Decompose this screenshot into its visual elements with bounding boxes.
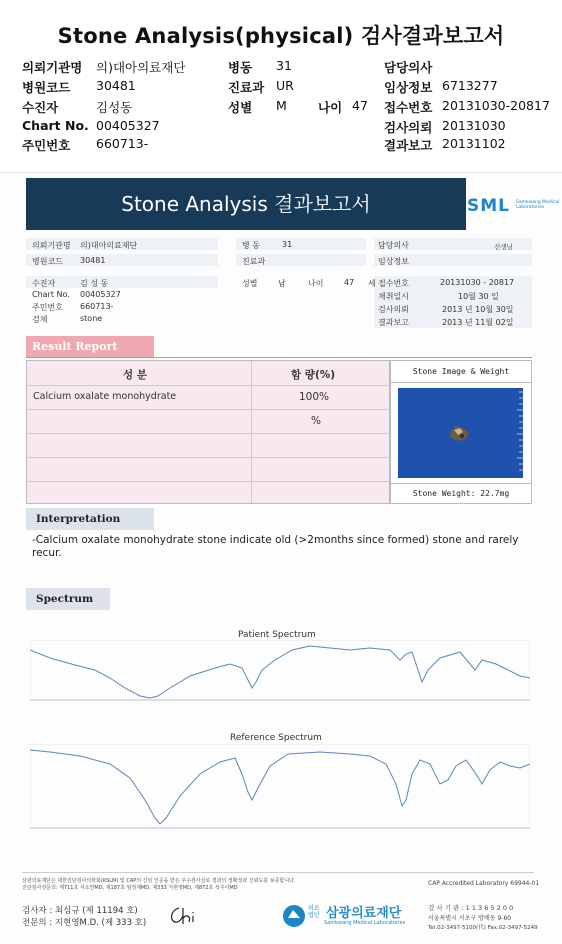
divider — [27, 409, 389, 410]
specimen-label: 검체 — [32, 315, 48, 324]
divider — [27, 385, 389, 386]
page-title: Stone Analysis(physical) 검사결과보고서 — [57, 24, 505, 48]
header-field: 나이 47 — [318, 98, 368, 115]
recv-value: 20131030 - 20817 — [440, 278, 515, 287]
header-field: 병동 31 — [228, 58, 292, 75]
specimen-value: stone — [80, 314, 103, 323]
header-field: 임상정보 6713277 — [384, 78, 498, 95]
examiner: 검사자 : 최심규 (제 11194 호) — [22, 906, 138, 916]
specialist: 전문의 : 지현영M.D. (제 333 호) — [22, 918, 147, 928]
header-field: 결과보고 20131102 — [384, 136, 506, 153]
collect-value: 10월 30 일 — [458, 292, 499, 301]
stone-weight: Stone Weight: 22.7mg — [391, 483, 531, 503]
doctor-value: 선생님 — [494, 243, 513, 251]
table-header-component: 성 분 — [123, 369, 147, 381]
name-label: 수진자 — [32, 279, 56, 288]
divider — [22, 872, 534, 873]
divider — [26, 357, 532, 358]
code-label: 병원코드 — [32, 257, 63, 266]
interpretation-text: -Calcium oxalate monohydrate stone indicate old (>2months since formed) stone and rarely recur. — [32, 534, 519, 559]
header-field: 검사의뢰 20131030 — [384, 118, 506, 135]
chart-label: Chart No. — [32, 290, 70, 299]
header-field: 수진자 김성동 — [22, 100, 133, 115]
lab-code: 검 사 기 관 : 1 1 3 6 5 2 0 0 — [428, 904, 514, 912]
signature-image — [165, 904, 205, 928]
footnote: 삼광의료재단은 대한진단검사의학회(KSLM) 및 CAP의 신임 인증을 받은 우수검사실로 결과의 정확성과 신뢰도를 보증합니다. — [22, 878, 296, 884]
ward-label: 병 동 — [242, 241, 260, 250]
divider — [27, 481, 389, 482]
cap-accreditation: CAP Accredited Laboratory 69944-01 — [428, 880, 540, 887]
dept-label: 진료과 — [242, 257, 266, 266]
report-banner: Stone Analysis 결과보고서 — [26, 178, 466, 230]
ward-value: 31 — [282, 240, 293, 249]
recv-label: 접수번호 — [378, 279, 409, 288]
footnote: 진단검사전문의: 제711호 서소연MD, 제187호 엄정재MD, 제333 지현영MD, 제872호 석주이MD — [22, 885, 238, 891]
doctor-label: 담당의사 — [378, 241, 409, 250]
table-cell-amount: % — [311, 415, 321, 427]
name-value: 김 성 동 — [80, 279, 109, 288]
header-field: 성별 M — [228, 98, 287, 115]
lab-phone: Tel.02-3497-5100(代) Fax.02-3497-5249 — [428, 925, 538, 931]
age-unit: 세 — [368, 279, 376, 288]
divider — [27, 457, 389, 458]
req-value: 2013 년 10월 30일 — [442, 305, 514, 314]
header-field: 진료과 UR — [228, 78, 294, 95]
age-label: 나이 — [308, 279, 324, 288]
spectrum-heading: Spectrum — [26, 588, 110, 610]
patient-spectrum-plot — [30, 640, 530, 710]
foundation-name: 삼광의료재단 — [326, 906, 402, 921]
header-field: 담당의사 — [384, 60, 433, 75]
id-value: 660713- — [80, 302, 114, 311]
header-field: Chart No. 00405327 — [22, 118, 160, 133]
interpretation-heading: Interpretation — [26, 508, 154, 530]
header-field: 접수번호 20131030-20817 — [384, 98, 550, 115]
inst-label: 의뢰기관명 — [32, 241, 71, 250]
result-table — [26, 360, 390, 504]
age-value: 47 — [344, 278, 355, 287]
req-label: 검사의뢰 — [378, 305, 409, 314]
reference-spectrum-plot — [30, 744, 530, 834]
inst-value: 의)대아의료재단 — [80, 241, 138, 250]
foundation-name-en: Samkwang Medical Laboratories — [324, 920, 406, 926]
header-field: 주민번호 660713- — [22, 136, 149, 153]
table-header-amount: 함 량(%) — [291, 369, 336, 381]
table-cell-amount: 100% — [299, 391, 330, 403]
code-value: 30481 — [80, 256, 106, 265]
patient-spectrum-label: Patient Spectrum — [238, 630, 316, 640]
table-cell-component: Calcium oxalate monohydrate — [33, 391, 177, 402]
reference-spectrum-label: Reference Spectrum — [230, 733, 322, 743]
clinical-label: 임상정보 — [378, 257, 409, 266]
chart-value: 00405327 — [80, 290, 121, 299]
sex-label: 성별 — [242, 279, 258, 288]
sex-value: 남 — [278, 279, 286, 288]
sml-logo: SML — [467, 196, 510, 216]
foundation-logo-icon — [282, 904, 306, 928]
collect-label: 채취일시 — [378, 292, 409, 301]
header-field: 의뢰기관명 의)대아의료재단 — [22, 60, 186, 75]
sml-logo-subtitle: Samkwang Medical Laboratories — [516, 200, 560, 210]
stone-image-title: Stone Image & Weight — [391, 361, 531, 383]
id-label: 주민번호 — [32, 303, 63, 312]
stone-photo-graphic — [398, 388, 523, 478]
result-report-heading: Result Report — [26, 336, 154, 358]
foundation-tag: 의료법인 — [308, 905, 320, 919]
stone-photo — [398, 388, 523, 478]
report-label: 결과보고 — [378, 318, 409, 327]
lab-address: 서울특별시 서초구 방배동 9-60 — [428, 915, 512, 922]
divider — [27, 433, 389, 434]
report-value: 2013 년 11월 02일 — [442, 318, 514, 327]
header-field: 병원코드 30481 — [22, 78, 136, 95]
